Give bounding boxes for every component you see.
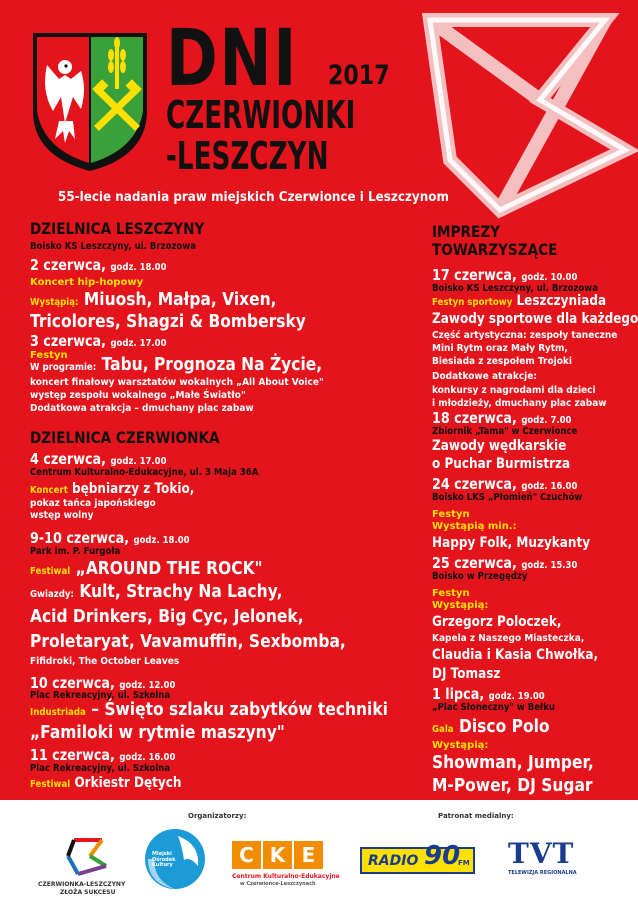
event-line: Dodatkowe atrakcje: [432, 371, 537, 382]
event-venue: Zbiornik „Tama" w Czerwionce [432, 426, 578, 437]
event-date: 17 czerwca, godz. 10.00 [432, 266, 578, 284]
event-venue: „Plac Słoneczny" w Bełku [432, 702, 556, 713]
event-date: 2 czerwca, godz. 18.00 [30, 256, 167, 274]
mok-logo-text: Miejski Ośrodek Kultury [152, 851, 176, 868]
event-type: Festyn [432, 509, 470, 520]
event-line: wstęp wolny [30, 510, 94, 521]
section-heading-imprezy: IMPREZY [432, 222, 501, 241]
section-heading-leszczyny: DZIELNICA LESZCZYNY [30, 219, 205, 238]
event-line: Kapela z Naszego Miasteczka, [432, 633, 585, 644]
section-heading-towarzyszace: TOWARZYSZĄCE [432, 240, 558, 259]
event-date: 10 czerwca, godz. 12.00 [30, 674, 176, 692]
event-line: Claudia i Kasia Chwołka, [432, 647, 599, 663]
event-line: o Puchar Burmistrza [432, 456, 571, 472]
event-date: 1 lipca, godz. 19.00 [432, 685, 545, 703]
event-line: Acid Drinkers, Big Cyc, Jelonek, [30, 606, 304, 627]
event-date: 25 czerwca, godz. 15.30 [432, 554, 578, 572]
tvt-subtext: TELEWIZJA REGIONALNA [508, 870, 577, 876]
event-venue: Boisko w Przegędzy [432, 571, 528, 582]
event-venue: Plac Rekreacyjny, ul. Szkolna [30, 690, 171, 701]
event-line: Showman, Jumper, [432, 752, 594, 773]
cke-letter: K [263, 841, 292, 869]
event-line: Grzegorz Poloczek, [432, 614, 562, 630]
cke-subtext: w Czerwionce-Leszczynach [240, 881, 316, 887]
cke-letter: C [232, 841, 261, 869]
radio-text: RADIO [368, 853, 419, 869]
event-line: Gala Disco Polo [432, 716, 550, 737]
logo1-text: CZERWIONKA-LESZCZYNY [38, 881, 126, 888]
event-date: 3 czerwca, godz. 17.00 [30, 332, 167, 350]
footer [0, 800, 638, 903]
event-line: konkursy z nagrodami dla dzieci [432, 385, 596, 396]
event-venue: Boisko KS Leszczyny, ul. Brzozowa [432, 283, 598, 294]
event-line: DJ Tomasz [432, 666, 501, 682]
event-line: Fifidroki, The October Leaves [30, 656, 180, 667]
event-label: Wystąpią: [432, 740, 489, 751]
event-line: W programie: Tabu, Prognoza Na Życie, [30, 354, 323, 375]
event-line: Zawody wędkarskie [432, 438, 567, 454]
cke-letter: E [294, 841, 323, 869]
title-dni: DNI [166, 14, 299, 104]
event-line: M-Power, DJ Sugar [432, 775, 593, 796]
title-leszczyn: -LESZCZYN [166, 134, 329, 178]
event-line: Mini Rytm oraz Mały Rytm, [432, 343, 568, 354]
event-date: 9-10 czerwca, godz. 18.00 [30, 529, 190, 547]
event-venue: Plac Rekreacyjny, ul. Szkolna [30, 763, 171, 774]
title-year: 2017 [328, 60, 390, 91]
event-line: koncert finałowy warsztatów wokalnych „All About Voice" [30, 377, 324, 388]
event-line: pokaz tańca japońskiego [30, 498, 156, 509]
event-line: Festyn sportowy Leszczyniada [432, 293, 607, 309]
section-heading-czerwionka: DZIELNICA CZERWIONKA [30, 428, 220, 447]
event-line: „Familoki w rytmie maszyny" [30, 722, 285, 743]
event-date: 4 czerwca, godz. 17.00 [30, 450, 167, 468]
radio-fm: FM [458, 859, 470, 867]
event-label: Wystąpią min.: [432, 521, 517, 532]
event-label: Wystąpią: [432, 600, 489, 611]
event-line: Happy Folk, Muzykanty [432, 535, 591, 551]
event-date: 11 czerwca, godz. 16.00 [30, 746, 176, 764]
event-line: Proletaryat, Vavamuffin, Sexbomba, [30, 631, 346, 652]
event-type: Festyn [432, 588, 470, 599]
organizers-label: Organizatorzy: [188, 812, 247, 820]
venue-leszczyny: Boisko KS Leszczyny, ul. Brzozowa [30, 241, 196, 252]
title-czerwionki: CZERWIONKI [166, 93, 356, 137]
patronage-label: Patronat medialny: [438, 812, 514, 820]
event-line: Tricolores, Shagzi & Bombersky [30, 311, 306, 332]
radio-number: 90 [424, 841, 461, 871]
event-line: Industriada – Święto szlaku zabytków techniki [30, 699, 388, 720]
event-line: Część artystyczna: zespoły taneczne [432, 330, 618, 341]
subtitle: 55-lecie nadania praw miejskich Czerwionce i Leszczynom [58, 190, 449, 205]
logo1-subtext: ZŁOŻA SUKCESU [60, 889, 116, 896]
cke-logo [232, 841, 323, 869]
radio90-logo [360, 841, 475, 874]
event-line: Wystąpią: Miuosh, Małpa, Vixen, [30, 289, 277, 310]
tvt-logo: TVT [508, 837, 575, 870]
event-date: 18 czerwca, godz. 7.00 [432, 409, 572, 427]
event-line: Biesiada z zespołem Trojoki [432, 356, 572, 367]
czerwionka-logo-icon [60, 830, 116, 878]
event-line: Koncert bębniarzy z Tokio, [30, 481, 195, 497]
event-line: występ zespołu wokalnego „Małe Światło" [30, 390, 246, 401]
event-date: 24 czerwca, godz. 16.00 [432, 475, 578, 493]
cke-text: Centrum Kulturalno-Edukacyjne [232, 873, 340, 880]
event-line: Festiwal Orkiestr Dętych [30, 775, 182, 791]
event-line: Zawody sportowe dla każdego [432, 311, 638, 327]
event-line: Festiwal „AROUND THE ROCK" [30, 558, 263, 579]
event-venue: Boisko LKS „Płomień" Czuchów [432, 492, 583, 503]
event-line: Gwiazdy: Kult, Strachy Na Lachy, [30, 581, 283, 602]
event-line: i młodzieży, dmuchany plac zabaw [432, 398, 607, 409]
event-type: Koncert hip-hopowy [30, 277, 144, 288]
event-line: Dodatkowa atrakcja – dmuchany plac zabaw [30, 403, 254, 414]
coat-of-arms-icon [31, 31, 149, 173]
event-type: Festyn [30, 350, 68, 361]
event-venue: Centrum Kulturalno-Edukacyjne, ul. 3 Maja 36A [30, 467, 259, 478]
event-venue: Park im. P. Furgoła [30, 546, 121, 557]
